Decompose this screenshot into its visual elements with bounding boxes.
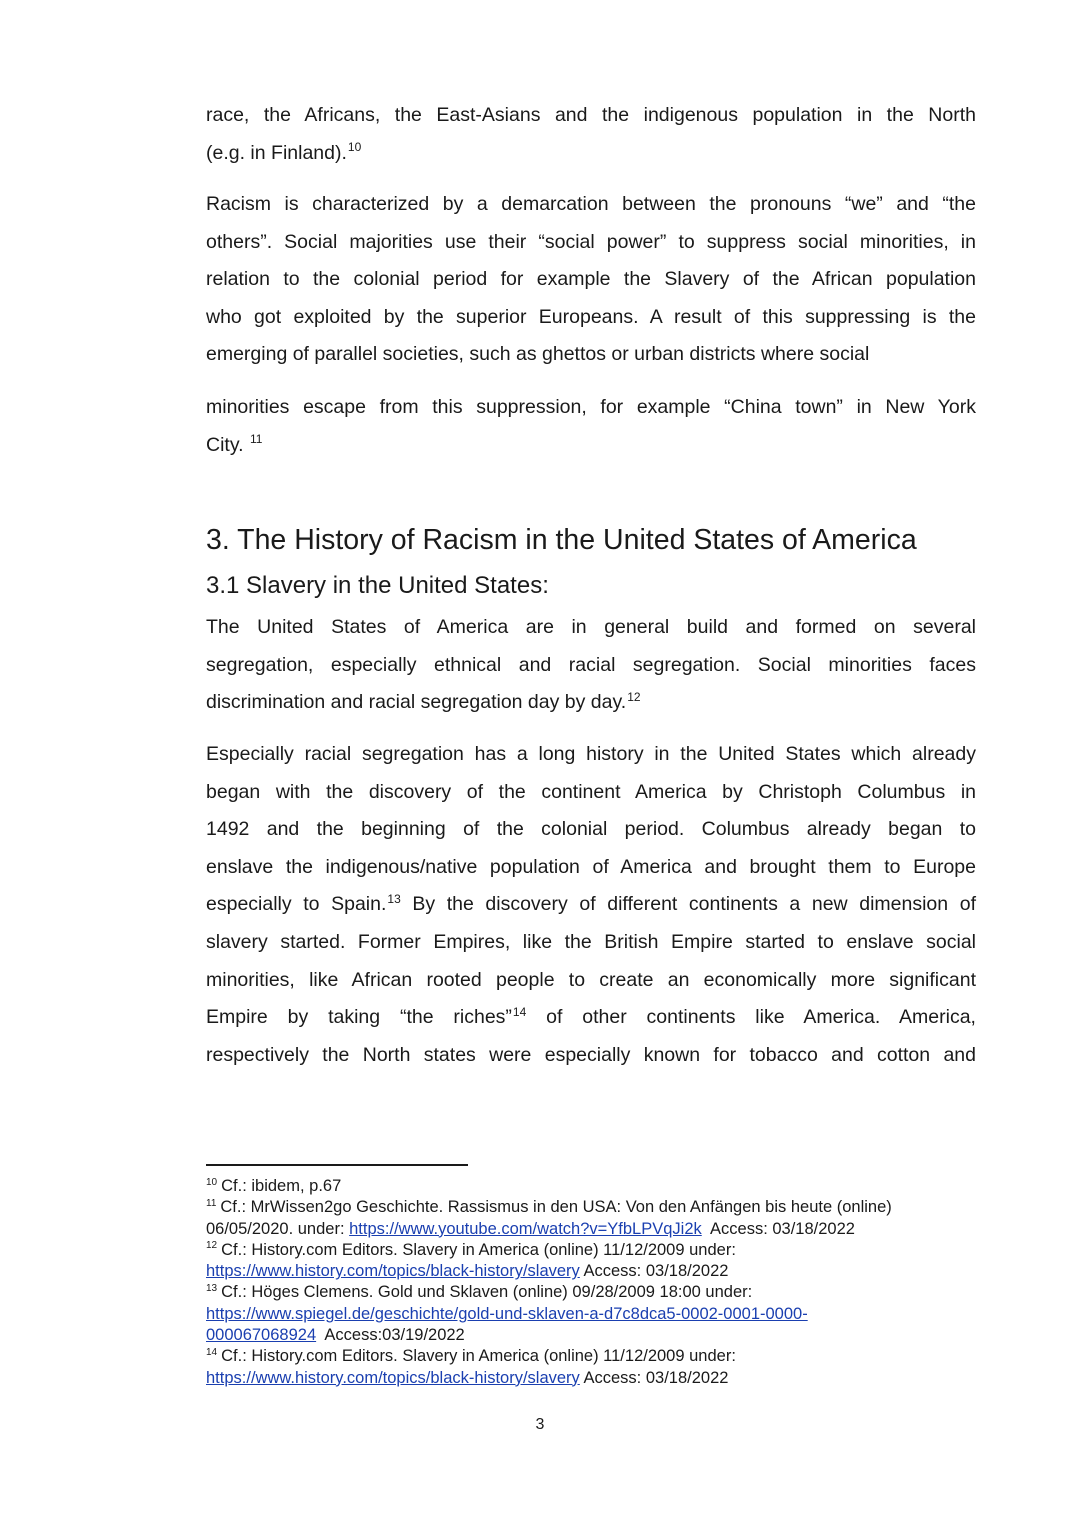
text-line: Racism is characterized by a demarcation between the pronouns “we” and “the bbox=[206, 193, 976, 215]
subsection-heading: 3.1 Slavery in the United States: bbox=[206, 572, 549, 599]
paragraph-history bbox=[206, 736, 976, 1074]
text-line: relation to the colonial period for example the Slavery of the African population bbox=[206, 268, 976, 291]
text-line: who got exploited by the superior Europeans. A result of this suppressing is the bbox=[206, 305, 976, 328]
footnote-link[interactable]: 000067068924 bbox=[206, 1326, 317, 1345]
text-line: The United States of America are in general build and formed on several bbox=[206, 616, 976, 638]
text-line: Especially racial segregation has a long history in the United States which already bbox=[206, 743, 976, 765]
footnote-11-cont: 06/05/2020. under: https://www.youtube.com/watch?v=YfbLPVqJi2k Access: 03/18/2022 bbox=[206, 1219, 855, 1238]
text-line: respectively the North states were especially known for tobacco and cotton and bbox=[206, 1043, 976, 1066]
footnote-11: $^{11}$ Cf.: MrWissen2go Geschichte. Rassismus in den USA: Von den Anfängen bis heute (online) bbox=[206, 1197, 892, 1217]
footnote-12: $^{12}$ Cf.: History.com Editors. Slavery in America (online) 11/12/2009 under: bbox=[206, 1240, 736, 1259]
footnote-link[interactable]: https://www.youtube.com/watch?v=YfbLPVqJi2k bbox=[349, 1219, 702, 1238]
text-line: minorities escape from this suppression, for example “China town” in New York bbox=[206, 396, 976, 418]
footnote-13: $^{13}$ Cf.: Höges Clemens. Gold und Sklaven (online) 09/28/2009 18:00 under: bbox=[206, 1282, 753, 1302]
footnote-ref[interactable]: 12 bbox=[627, 689, 641, 704]
footnote-14-cont: https://www.history.com/topics/black-history/slavery Access: 03/18/2022 bbox=[206, 1368, 729, 1387]
text-line: especially to Spain.$^{13}$ By the discovery of different continents a new dimension of bbox=[206, 891, 976, 916]
footnote-12-cont: https://www.history.com/topics/black-history/slavery Access: 03/18/2022 bbox=[206, 1262, 729, 1281]
footnote-10: $^{10}$ Cf.: ibidem, p.67 bbox=[206, 1176, 342, 1195]
text-line: segregation, especially ethnical and racial segregation. Social minorities faces bbox=[206, 653, 976, 676]
footnote-ref[interactable]: 11 bbox=[249, 432, 263, 447]
text-line: discrimination and racial segregation day by day.$^{12}$ bbox=[206, 689, 641, 714]
footnotes bbox=[206, 1176, 986, 1389]
text-line: City. $^{11}$ bbox=[206, 432, 263, 456]
footnote-link[interactable]: https://www.spiegel.de/geschichte/gold-und-sklaven-a-d7c8dca5-0002-0001-0000- bbox=[206, 1304, 808, 1323]
footnote-13-cont bbox=[206, 1304, 986, 1325]
text-line: enslave the indigenous/native population of America and brought them to Europe bbox=[206, 855, 976, 878]
text-line: (e.g. in Finland).$^{10}$ bbox=[206, 140, 362, 164]
footnote-separator bbox=[206, 1164, 468, 1166]
footnote-ref[interactable]: 10 bbox=[347, 140, 362, 155]
footnote-link[interactable]: https://www.history.com/topics/black-history/slavery bbox=[206, 1368, 580, 1387]
paragraph-intro-continuation bbox=[206, 97, 976, 172]
text-line: others”. Social majorities use their “social power” to suppress social minorities, in bbox=[206, 230, 976, 253]
paragraph-racism-definition-cont bbox=[206, 389, 976, 464]
footnote-14: $^{14}$ Cf.: History.com Editors. Slavery in America (online) 11/12/2009 under: bbox=[206, 1346, 736, 1366]
text-line: race, the Africans, the East-Asians and the indigenous population in the North bbox=[206, 104, 976, 126]
footnote-13-cont2: 000067068924 Access:03/19/2022 bbox=[206, 1326, 465, 1345]
text-line: began with the discovery of the continent America by Christoph Columbus in bbox=[206, 780, 976, 803]
text-line: 1492 and the beginning of the colonial period. Columbus already began to bbox=[206, 818, 976, 841]
section-heading: 3. The History of Racism in the United States of America bbox=[206, 524, 917, 556]
footnote-ref[interactable]: 13 bbox=[387, 891, 401, 906]
paragraph-segregation bbox=[206, 609, 976, 722]
footnote-link[interactable]: https://www.history.com/topics/black-history/slavery bbox=[206, 1262, 580, 1281]
text-line: minorities, like African rooted people to create an economically more significant bbox=[206, 968, 976, 991]
text-line: Empire by taking “the riches”$^{14}$ of other continents like America. America, bbox=[206, 1004, 976, 1029]
page-number: 3 bbox=[535, 1416, 545, 1433]
paragraph-racism-definition bbox=[206, 186, 976, 374]
footnote-ref[interactable]: 14 bbox=[512, 1004, 527, 1019]
text-line: slavery started. Former Empires, like the British Empire started to enslave social bbox=[206, 930, 976, 953]
text-line: emerging of parallel societies, such as ghettos or urban districts where social bbox=[206, 343, 870, 366]
